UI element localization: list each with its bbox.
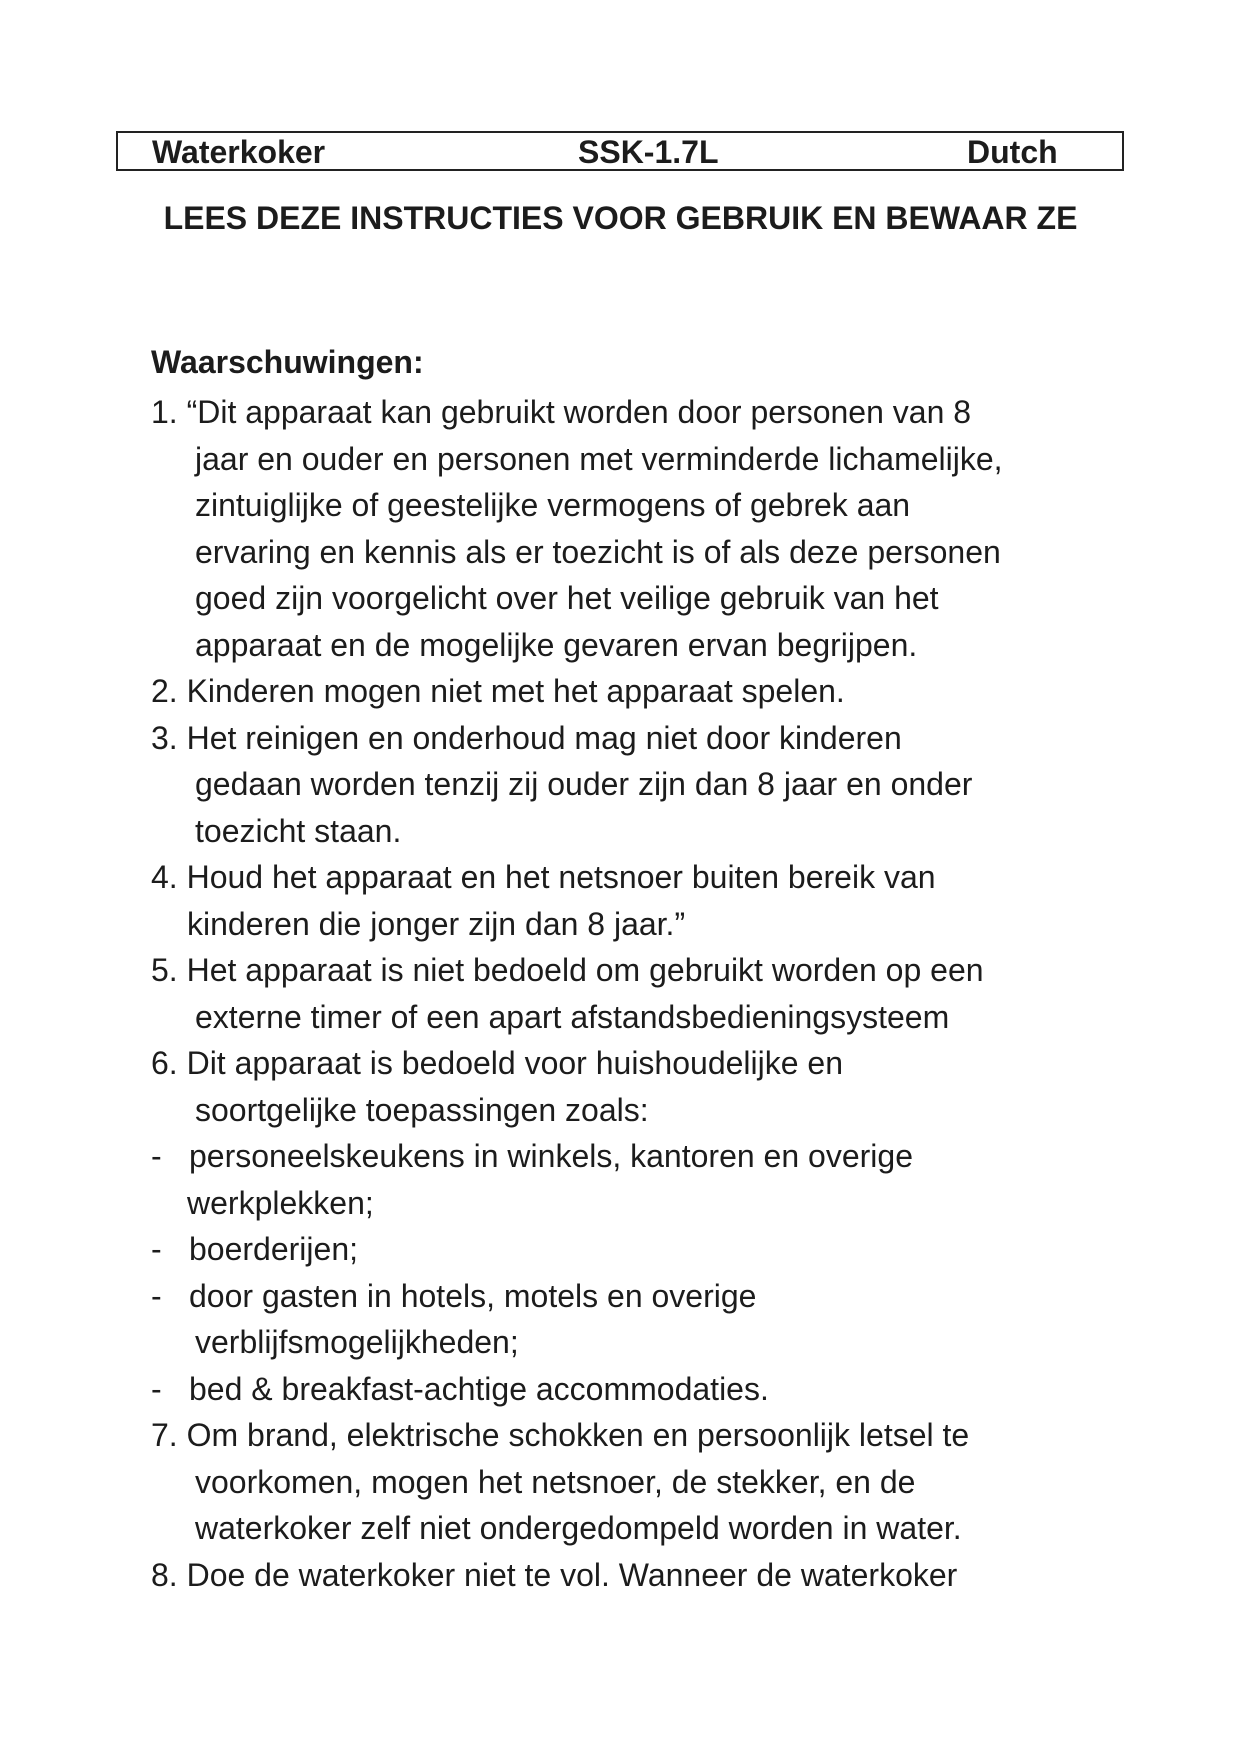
list-line: 1. “Dit apparaat kan gebruikt worden door personen van 8 bbox=[151, 394, 972, 430]
dash-marker: - bbox=[151, 1231, 162, 1267]
page-title: LEES DEZE INSTRUCTIES VOOR GEBRUIK EN BEWAAR ZE bbox=[163, 200, 1078, 236]
list-line: 7. Om brand, elektrische schokken en persoonlijk letsel te bbox=[151, 1417, 970, 1453]
list-line: voorkomen, mogen het netsnoer, de stekker, en de bbox=[195, 1463, 916, 1500]
list-line: bed & breakfast-achtige accommodaties. bbox=[189, 1370, 769, 1407]
list-line: ervaring en kennis als er toezicht is of als deze personen bbox=[195, 533, 1001, 570]
list-line: soortgelijke toepassingen zoals: bbox=[195, 1091, 649, 1128]
dash-list-item bbox=[151, 1273, 1111, 1320]
list-line: jaar en ouder en personen met verminderde lichamelijke, bbox=[195, 440, 1003, 477]
header-model: SSK-1.7L bbox=[578, 134, 719, 170]
list-line: toezicht staan. bbox=[195, 812, 402, 849]
list-line: 6. Dit apparaat is bedoeld voor huishoudelijke en bbox=[151, 1045, 844, 1081]
list-line: kinderen die jonger zijn dan 8 jaar.” bbox=[187, 905, 686, 942]
header-box bbox=[116, 131, 1124, 171]
list-line: externe timer of een apart afstandsbedieningsysteem bbox=[195, 998, 950, 1035]
dash-list-item bbox=[151, 1366, 1111, 1413]
dash-marker: - bbox=[151, 1277, 162, 1314]
header-language: Dutch bbox=[967, 134, 1058, 170]
list-line: gedaan worden tenzij zij ouder zijn dan 8 jaar en onder bbox=[195, 766, 973, 802]
list-line: 8. Doe de waterkoker niet te vol. Wanneer de waterkoker bbox=[151, 1556, 958, 1593]
dash-list-item bbox=[151, 1133, 1111, 1180]
list-line: zintuiglijke of geestelijke vermogens of gebrek aan bbox=[195, 487, 911, 523]
list-line: 3. Het reinigen en onderhoud mag niet door kinderen bbox=[151, 719, 902, 756]
list-line: 4. Houd het apparaat en het netsnoer buiten bereik van bbox=[151, 859, 936, 895]
dash-list-item bbox=[151, 1226, 1111, 1273]
dash-marker: - bbox=[151, 1138, 162, 1174]
warnings-list bbox=[151, 389, 1111, 1598]
list-line: 2. Kinderen mogen niet met het apparaat spelen. bbox=[151, 673, 845, 709]
list-line: boerderijen; bbox=[189, 1231, 358, 1267]
dash-marker: - bbox=[151, 1370, 162, 1407]
list-line: apparaat en de mogelijke gevaren ervan begrijpen. bbox=[195, 626, 918, 663]
list-line: personeelskeukens in winkels, kantoren en overige bbox=[189, 1138, 913, 1174]
list-line: 5. Het apparaat is niet bedoeld om gebruikt worden op een bbox=[151, 952, 984, 988]
section-heading: Waarschuwingen: bbox=[151, 344, 424, 380]
list-line: goed zijn voorgelicht over het veilige gebruik van het bbox=[195, 580, 939, 616]
list-line: verblijfsmogelijkheden; bbox=[195, 1324, 519, 1360]
list-line: door gasten in hotels, motels en overige bbox=[189, 1277, 757, 1314]
list-line: werkplekken; bbox=[187, 1184, 374, 1221]
header-product: Waterkoker bbox=[152, 134, 326, 170]
list-line: waterkoker zelf niet ondergedompeld worden in water. bbox=[195, 1510, 962, 1546]
